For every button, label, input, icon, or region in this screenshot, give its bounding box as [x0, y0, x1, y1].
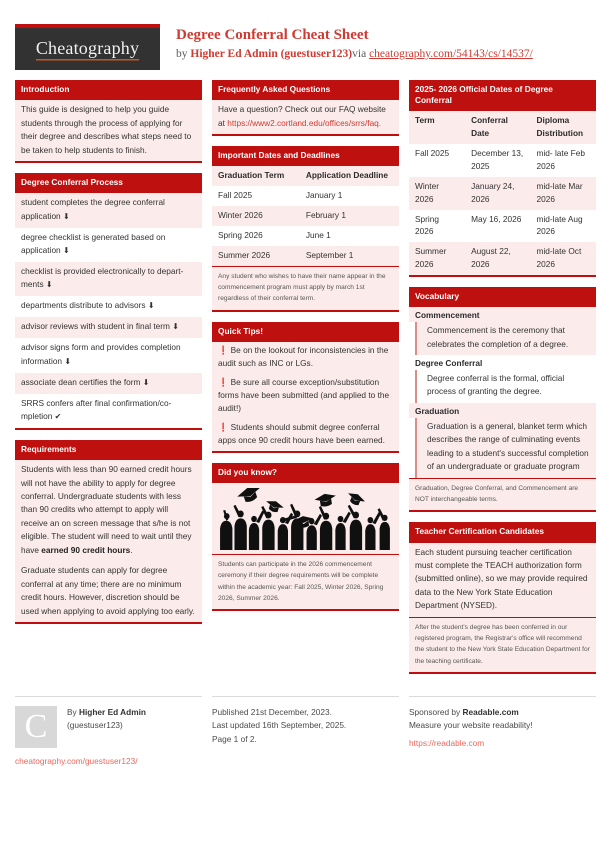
table-cell: Fall 2025 — [409, 144, 465, 177]
process-step-label: advisor reviews with student in final term — [21, 321, 173, 332]
process-step-label: degree checklist is generated based on application — [21, 231, 166, 255]
block-faq — [212, 80, 399, 136]
table-header-row — [409, 111, 596, 144]
block-degree-conferral-process — [15, 173, 202, 430]
requirements-text-a: Students with less than 90 earned credit hours will not have the ability to apply for degree conferral. Undergraduate students with less than 90 credits who attempt to apply will receive an on screen message that s/he is not eligible. The student will need to wait until they have — [21, 464, 192, 555]
byline — [176, 47, 533, 62]
avatar: C — [15, 706, 57, 748]
byline-author[interactable]: Higher Ed Admin (guestuser123) — [190, 47, 353, 60]
block-teacher-certification — [409, 522, 596, 674]
process-step-label: checklist is provided electronically to departments — [21, 265, 184, 290]
column-header: Conferral Date — [465, 111, 530, 144]
block-title-did-you-know: Did you know? — [212, 463, 399, 483]
page-footer — [10, 696, 590, 769]
author-info — [67, 706, 146, 733]
table-row — [212, 226, 399, 246]
official-dates-table — [409, 111, 596, 275]
block-vocabulary — [409, 287, 596, 512]
block-body-introduction — [15, 100, 202, 161]
exclamation-icon: ❗ — [218, 421, 231, 432]
quick-tip — [212, 419, 399, 451]
process-step — [15, 373, 202, 394]
exclamation-icon: ❗ — [218, 376, 231, 387]
table-cell: Spring 2026 — [212, 226, 300, 246]
important-dates-table — [212, 166, 399, 265]
table-cell: January 24, 2026 — [465, 177, 530, 210]
table-cell: Summer 2026 — [409, 242, 465, 275]
cheatography-logo-text: Cheatography — [36, 38, 139, 61]
sponsor-url-link[interactable]: https://readable.com — [409, 737, 485, 748]
block-important-dates — [212, 146, 399, 311]
table-row — [409, 177, 596, 210]
updated-date: Last updated 16th September, 2025. — [212, 720, 347, 731]
quick-tip-label: Be sure all course exception/substitution forms have been submitted (and applied to the audit!) — [218, 376, 390, 414]
page-number: Page 1 of 2. — [212, 733, 257, 744]
author-handle: (guestuser123) — [67, 720, 123, 731]
check-circle-icon: ✔ — [54, 411, 62, 421]
table-cell: Fall 2025 — [212, 186, 300, 206]
sponsor-line — [409, 706, 596, 719]
block-title-teacher-certification: Teacher Certification Candidates — [409, 522, 596, 542]
sponsor-tagline: Measure your website readability! — [409, 720, 533, 731]
did-you-know-caption: Students can participate in the 2026 commencement ceremony if their degree requirements will be complete within the academic year: Fall 2025, Winter 2026, Spring 2026, Summer 2026. — [212, 554, 399, 609]
process-step — [15, 338, 202, 372]
faq-url-link[interactable]: https://www2.cortland.edu/offices/srrs/faq. — [227, 117, 382, 128]
column-1 — [15, 80, 202, 670]
vocabulary-list — [409, 307, 596, 478]
vocabulary-entry — [409, 355, 596, 403]
exclamation-icon: ❗ — [218, 344, 231, 355]
process-step-list — [15, 193, 202, 428]
vocabulary-footnote: Graduation, Degree Conferral, and Commencement are NOT interchangeable terms. — [409, 478, 596, 511]
byline-via: via — [352, 47, 370, 60]
published-date: Published 21st December, 2023. — [212, 707, 332, 717]
table-row — [409, 144, 596, 177]
requirements-text-b: . — [130, 544, 133, 555]
block-quick-tips — [212, 322, 399, 453]
cheatography-logo[interactable] — [15, 24, 160, 70]
vocabulary-entry — [409, 403, 596, 478]
footer-publish-info — [212, 696, 399, 769]
quick-tip-label: Be on the lookout for inconsistencies in the audit such as INC or LGs. — [218, 344, 389, 369]
footer-columns — [15, 696, 585, 769]
table-row — [212, 246, 399, 266]
block-title-quick-tips: Quick Tips! — [212, 322, 399, 342]
table-cell: mid-late Oct 2026 — [531, 242, 596, 275]
table-cell: January 1 — [300, 186, 399, 206]
quick-tips-list — [212, 342, 399, 451]
process-step — [15, 296, 202, 317]
vocabulary-definition: Graduation is a general, blanket term which describes the range of culminating events leading to a student's successful completion of an undergraduate or graduate program — [415, 418, 596, 478]
faq-text — [212, 100, 399, 134]
table-cell: mid-late Aug 2026 — [531, 210, 596, 243]
column-header: Application Deadline — [300, 166, 399, 186]
byline-prefix: by — [176, 47, 191, 60]
process-step-label: SRRS confers after final confirmation/completion — [21, 397, 172, 421]
table-cell: Summer 2026 — [212, 246, 300, 266]
table-cell: February 1 — [300, 206, 399, 226]
table-cell: December 13, 2025 — [465, 144, 530, 177]
vocabulary-entry — [409, 307, 596, 355]
block-body-requirements — [15, 460, 202, 622]
footer-sponsor — [409, 696, 596, 769]
process-step-label: associate dean certifies the form — [21, 376, 143, 387]
quick-tip — [212, 342, 399, 374]
requirements-text-bold: earned 90 credit hours — [41, 544, 131, 555]
graduates-throwing-caps-icon — [218, 488, 393, 550]
requirements-paragraph-1 — [15, 460, 202, 561]
down-arrow-icon: ⬇ — [172, 322, 179, 332]
author-name: Higher Ed Admin — [79, 707, 146, 717]
table-cell: Winter 2026 — [212, 206, 300, 226]
table-cell: June 1 — [300, 226, 399, 246]
column-header: Diploma Distribution — [531, 111, 596, 144]
table-row — [409, 210, 596, 243]
masthead — [10, 0, 590, 80]
process-step — [15, 193, 202, 227]
process-step-label: departments distribute to advisors — [21, 300, 148, 311]
vocabulary-definition: Degree conferral is the formal, official process of granting the degree. — [415, 370, 596, 403]
block-title-process: Degree Conferral Process — [15, 173, 202, 193]
down-arrow-icon: ⬇ — [142, 377, 150, 387]
process-step-label: advisor signs form and provides completion information — [21, 342, 181, 366]
introduction-text: This guide is designed to help you guide students through the process of applying for their degree and describes what steps need to be taken to help students to finish. — [15, 100, 202, 161]
source-url-link[interactable]: cheatography.com/54143/cs/14537/ — [369, 47, 533, 60]
block-title-official-dates: 2025- 2026 Official Dates of Degree Conferral — [409, 80, 596, 111]
table-cell: Winter 2026 — [409, 177, 465, 210]
down-arrow-icon: ⬇ — [64, 356, 72, 366]
table-row — [409, 242, 596, 275]
quick-tip — [212, 374, 399, 419]
process-step — [15, 394, 202, 428]
block-requirements — [15, 440, 202, 624]
column-2 — [212, 80, 399, 670]
important-dates-footnote: Any student who wishes to have their name appear in the commencement program must apply by march 1st regardless of their conferral term. — [212, 266, 399, 310]
table-cell: September 1 — [300, 246, 399, 266]
table-cell: Spring 2026 — [409, 210, 465, 243]
vocabulary-term: Graduation — [409, 403, 596, 418]
block-title-faq: Frequently Asked Questions — [212, 80, 399, 100]
author-row — [15, 706, 202, 748]
author-line — [67, 706, 146, 719]
block-title-introduction: Introduction — [15, 80, 202, 100]
process-step — [15, 262, 202, 296]
down-arrow-icon: ⬇ — [62, 211, 70, 221]
faq-text-prefix: Have a question? Check out our FAQ website at — [218, 104, 386, 128]
block-introduction — [15, 80, 202, 163]
table-header-row — [212, 166, 399, 186]
vocabulary-term: Degree Conferral — [409, 355, 596, 370]
table-cell: mid-late Mar 2026 — [531, 177, 596, 210]
column-header: Term — [409, 111, 465, 144]
table-cell: August 22, 2026 — [465, 242, 530, 275]
block-official-dates — [409, 80, 596, 277]
down-arrow-icon: ⬇ — [147, 301, 155, 311]
block-body-faq — [212, 100, 399, 134]
column-header: Graduation Term — [212, 166, 300, 186]
content-columns — [10, 80, 590, 670]
quick-tip-label: Students should submit degree conferral apps once 90 credit hours have been earned. — [218, 421, 385, 446]
column-3 — [409, 80, 596, 670]
process-step — [15, 228, 202, 262]
teacher-certification-footnote: After the student's degree has been conferred in our registered program, the Registrar's office will recommend the student to the New York State Education Department for the teaching certificate. — [409, 617, 596, 672]
graduation-silhouette-image — [212, 483, 399, 554]
footer-author — [15, 696, 202, 769]
page-title: Degree Conferral Cheat Sheet — [176, 27, 369, 43]
process-step-label: student completes the degree conferral application — [21, 197, 165, 221]
block-body-teacher-certification — [409, 543, 596, 617]
down-arrow-icon: ⬇ — [45, 280, 53, 290]
down-arrow-icon: ⬇ — [62, 245, 70, 255]
vocabulary-definition: Commencement is the ceremony that celebrates the completion of a degree. — [415, 322, 596, 355]
author-by-label: By — [67, 707, 79, 717]
table-cell: mid- late Feb 2026 — [531, 144, 596, 177]
requirements-paragraph-2: Graduate students can apply for degree conferral at any time; there are no minimum credit hours. However, discretion should be used when applying to avoid applying too early. — [15, 561, 202, 622]
masthead-text — [160, 22, 533, 62]
teacher-certification-text: Each student pursuing teacher certification must complete the TEACH authorization form (submitted online), so we may provide required data to the New York State Education Department (NYSED). — [409, 543, 596, 617]
table-cell: May 16, 2026 — [465, 210, 530, 243]
block-title-important-dates: Important Dates and Deadlines — [212, 146, 399, 166]
sponsor-name[interactable]: Readable.com — [462, 707, 519, 717]
author-profile-link[interactable]: cheatography.com/guestuser123/ — [15, 756, 138, 766]
block-did-you-know — [212, 463, 399, 612]
vocabulary-term: Commencement — [409, 307, 596, 322]
table-row — [212, 186, 399, 206]
block-title-vocabulary: Vocabulary — [409, 287, 596, 307]
block-title-requirements: Requirements — [15, 440, 202, 460]
sponsor-prefix: Sponsored by — [409, 707, 463, 717]
process-step — [15, 317, 202, 338]
table-row — [212, 206, 399, 226]
